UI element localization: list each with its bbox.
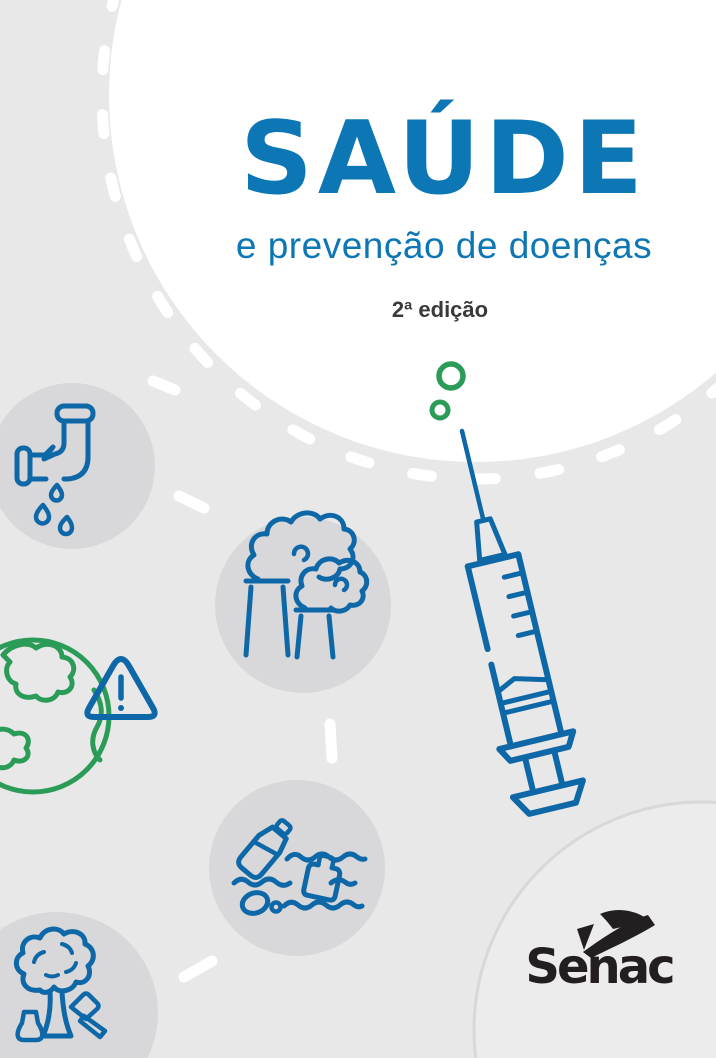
water-circle <box>209 780 385 956</box>
edition-label: 2ª edição <box>391 297 489 322</box>
globe-warning-icon <box>0 640 155 792</box>
cover-title: SAÚDE <box>240 99 648 217</box>
publisher-logo-text: Senac <box>525 939 673 995</box>
cover-subtitle: e prevenção de doenças <box>235 225 653 266</box>
publisher-circle <box>474 802 716 1058</box>
syringe-icon <box>425 422 589 817</box>
